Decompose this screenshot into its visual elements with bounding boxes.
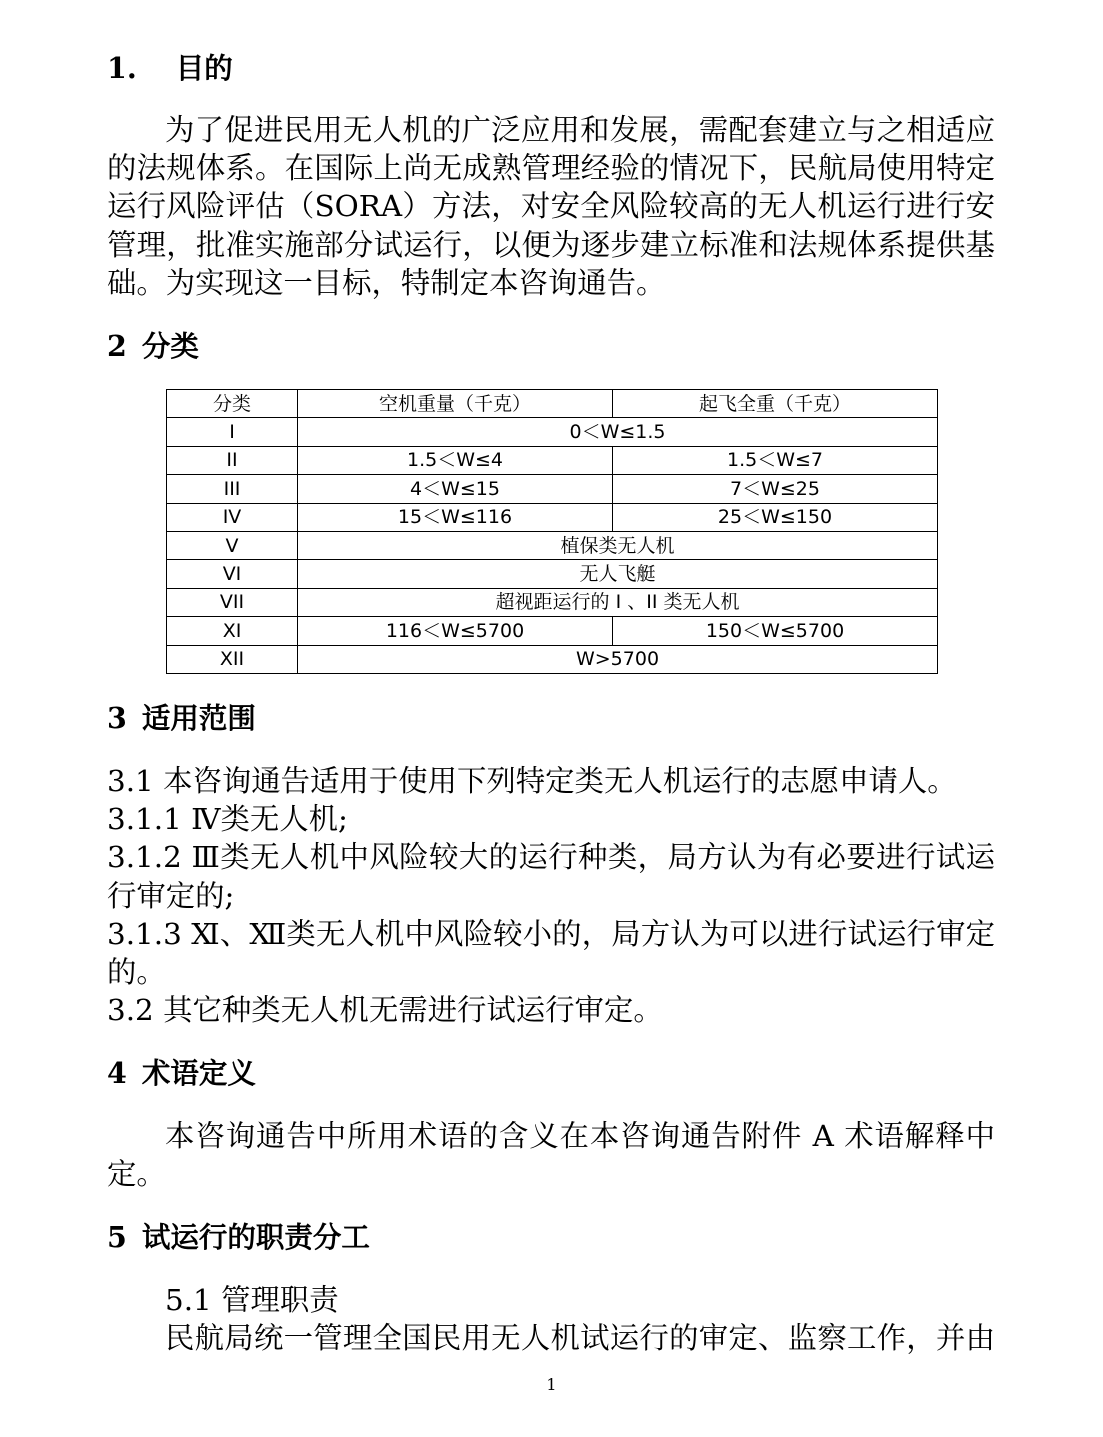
cell-empty-weight: 15＜W≤116 xyxy=(298,503,613,531)
cell-class: I xyxy=(167,418,298,446)
section-1-paragraph xyxy=(107,111,995,302)
section-4-paragraph xyxy=(107,1117,995,1193)
section-title: 术语定义 xyxy=(141,1056,256,1090)
table-row xyxy=(167,446,938,474)
section-number: 3 xyxy=(107,701,127,735)
clause-line: 3.1 本咨询通告适用于使用下列特定类无人机运行的志愿申请人。 xyxy=(107,764,957,798)
section-number: 4 xyxy=(107,1056,127,1090)
cell-empty-weight: 4＜W≤15 xyxy=(298,475,613,503)
cell-weight-merged: 0＜W≤1.5 xyxy=(298,418,938,446)
cell-class: III xyxy=(167,475,298,503)
page-number: 1 xyxy=(546,1375,557,1394)
cell-class: IV xyxy=(167,503,298,531)
clause-line: 3.1.2 Ⅲ类无人机中风险较大的运行种类，局方认为有必要进行试运 xyxy=(107,840,995,875)
clause-line: 的。 xyxy=(107,954,166,989)
table-header-row xyxy=(167,390,938,418)
paragraph-line: 运行风险评估（SORA）方法，对安全风险较高的无人机运行进行安 xyxy=(107,189,995,224)
clause-line: 3.1.3 Ⅺ、Ⅻ类无人机中风险较小的，局方认为可以进行试运行审定 xyxy=(107,916,995,951)
clause-line: 行审定的; xyxy=(107,878,235,913)
section-number: 1. xyxy=(107,51,137,85)
clause-line: 3.1.1 Ⅳ类无人机; xyxy=(107,802,348,837)
cell-class: VI xyxy=(167,560,298,588)
paragraph-line: 础。为实现这一目标，特制定本咨询通告。 xyxy=(107,265,666,300)
cell-class: XI xyxy=(167,617,298,645)
paragraph-line: 为了促进民用无人机的广泛应用和发展，需配套建立与之相适应 xyxy=(165,113,995,147)
paragraph-line: 定。 xyxy=(107,1157,166,1192)
table-row xyxy=(167,475,938,503)
table-row xyxy=(167,560,938,588)
paragraph-line: 本咨询通告中所用术语的含义在本咨询通告附件 A 术语解释中 xyxy=(165,1119,995,1153)
cell-weight-merged: 植保类无人机 xyxy=(298,531,938,559)
section-5-content xyxy=(165,1281,995,1357)
cell-class: XII xyxy=(167,645,298,673)
section-3-list xyxy=(107,762,995,1029)
section-4-heading xyxy=(107,1054,256,1092)
section-3-heading xyxy=(107,699,256,737)
table-row xyxy=(167,617,938,645)
paragraph-line: 管理，批准实施部分试运行，以便为逐步建立标准和法规体系提供基 xyxy=(107,227,995,262)
section-title: 目的 xyxy=(175,51,233,85)
cell-weight-merged: W>5700 xyxy=(298,645,938,673)
cell-class: VII xyxy=(167,588,298,616)
classification-table xyxy=(166,389,938,674)
table-row xyxy=(167,503,938,531)
section-1-heading xyxy=(107,49,233,87)
cell-empty-weight: 1.5＜W≤4 xyxy=(298,446,613,474)
paragraph-line: 民航局统一管理全国民用无人机试运行的审定、监察工作，并由 xyxy=(165,1321,995,1356)
cell-weight-merged: 无人飞艇 xyxy=(298,560,938,588)
table-row xyxy=(167,531,938,559)
cell-takeoff-weight: 1.5＜W≤7 xyxy=(613,446,938,474)
cell-takeoff-weight: 150＜W≤5700 xyxy=(613,617,938,645)
cell-class: II xyxy=(167,446,298,474)
header-class: 分类 xyxy=(167,390,298,418)
section-2-heading xyxy=(107,327,199,365)
section-5-heading xyxy=(107,1218,370,1256)
sub-heading: 5.1 管理职责 xyxy=(165,1283,339,1317)
section-title: 分类 xyxy=(141,329,199,363)
paragraph-line: 的法规体系。在国际上尚无成熟管理经验的情况下，民航局使用特定 xyxy=(107,151,995,186)
section-number: 5 xyxy=(107,1220,127,1254)
section-title: 适用范围 xyxy=(141,701,256,735)
header-takeoff-weight: 起飞全重（千克） xyxy=(613,390,938,418)
table-row xyxy=(167,418,938,446)
table-row xyxy=(167,588,938,616)
clause-line: 3.2 其它种类无人机无需进行试运行审定。 xyxy=(107,993,663,1028)
cell-takeoff-weight: 7＜W≤25 xyxy=(613,475,938,503)
section-title: 试运行的职责分工 xyxy=(141,1220,370,1254)
header-empty-weight: 空机重量（千克） xyxy=(298,390,613,418)
cell-empty-weight: 116＜W≤5700 xyxy=(298,617,613,645)
section-number: 2 xyxy=(107,329,127,363)
cell-weight-merged: 超视距运行的 I 、II 类无人机 xyxy=(298,588,938,616)
table-row xyxy=(167,645,938,673)
cell-takeoff-weight: 25＜W≤150 xyxy=(613,503,938,531)
cell-class: V xyxy=(167,531,298,559)
